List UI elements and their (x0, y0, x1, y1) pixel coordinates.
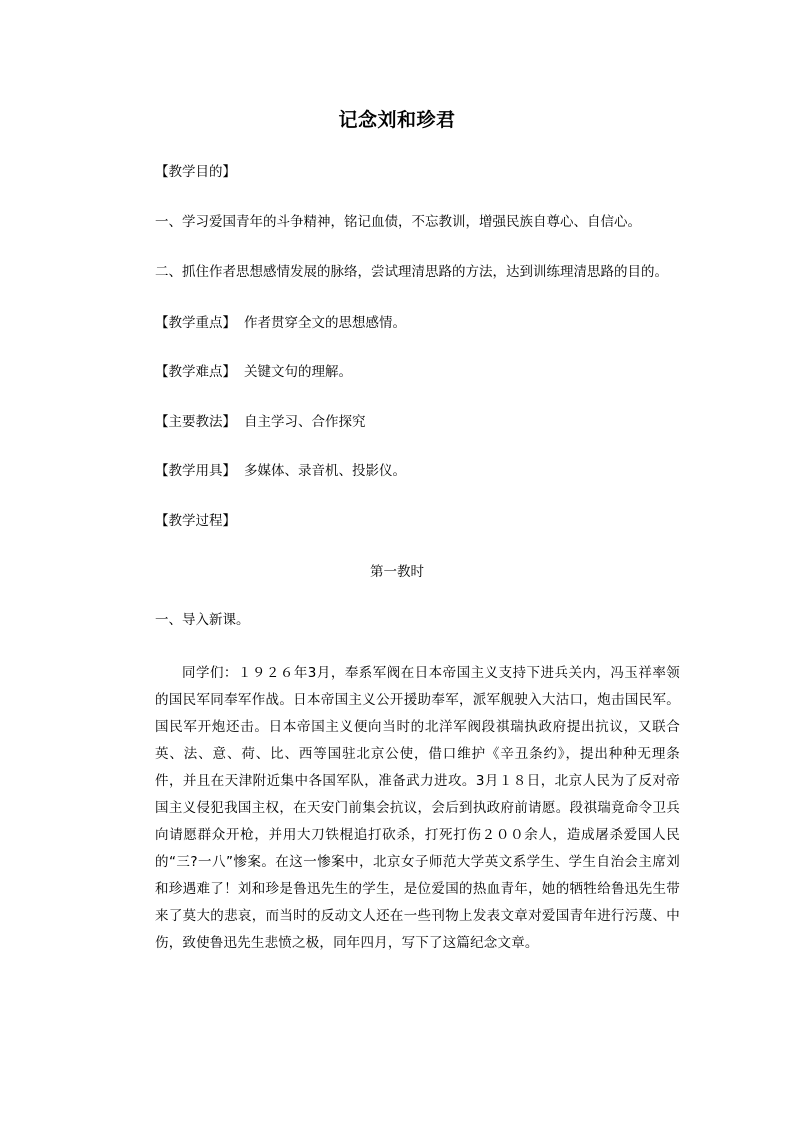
objective-item-1: 一、学习爱国青年的斗争精神，铭记血债，不忘教训，增强民族自尊心、自信心。 (155, 214, 641, 230)
objective-heading: 【教学目的】 (155, 164, 236, 180)
method-value: 自主学习、合作探究 (244, 414, 366, 430)
difficulty-label: 【教学难点】 (155, 364, 236, 380)
process-heading: 【教学过程】 (155, 513, 236, 529)
key-point-label: 【教学重点】 (155, 315, 236, 331)
document-title: 记念刘和珍君 (338, 109, 456, 131)
tools-label: 【教学用具】 (155, 463, 236, 479)
difficulty-row (155, 362, 685, 382)
objective-item-2: 二、抓住作者思想感情发展的脉络，尝试理清思路的方法，达到训练理清思路的目的。 (155, 264, 668, 280)
key-point-row (155, 313, 685, 333)
difficulty-value: 关键文句的理解。 (244, 364, 352, 380)
method-row (155, 412, 685, 432)
section-heading-intro: 一、导入新课。 (155, 612, 250, 628)
tools-value: 多媒体、录音机、投影仪。 (244, 463, 406, 479)
method-label: 【主要教法】 (155, 414, 236, 430)
key-point-value: 作者贯穿全文的思想感情。 (244, 315, 406, 331)
tools-row (155, 461, 685, 481)
intro-paragraph: 同学们：１９２６年3月，奉系军阀在日本帝国主义支持下进兵关内，冯玉祥率领的国民军同奉军作战。日本帝国主义公开援助奉军，派军舰驶入大沽口，炮击国民军。国民军开炮还击。日本帝国主义便向当时的北洋军阀段祺瑞执政府提出抗议，又联合英、法、意、荷、比、西等国驻北京公使，借口维护《辛丑条约》，提出种种无理条件，并且在天津附近集中各国军队，准备武力进攻。3月１８日，北京人民为了反对帝国主义侵犯我国主权，在天安门前集会抗议，会后到执政府前请愿。段祺瑞竟命令卫兵向请愿群众开枪，并用大刀铁棍追打砍杀，打死打伤２００余人，造成屠杀爱国人民的“三?一八”惨案。在这一惨案中，北京女子师范大学英文系学生、学生自治会主席刘和珍遇难了！刘和珍是鲁迅先生的学生，是位爱国的热血青年，她的牺牲给鲁迅先生带来了莫大的悲哀，而当时的反动文人还在一些刊物上发表文章对爱国青年进行污蔑、中伤，致使鲁迅先生悲愤之极，同年四月，写下了这篇纪念文章。 (155, 665, 680, 951)
period-heading: 第一教时 (370, 564, 424, 580)
